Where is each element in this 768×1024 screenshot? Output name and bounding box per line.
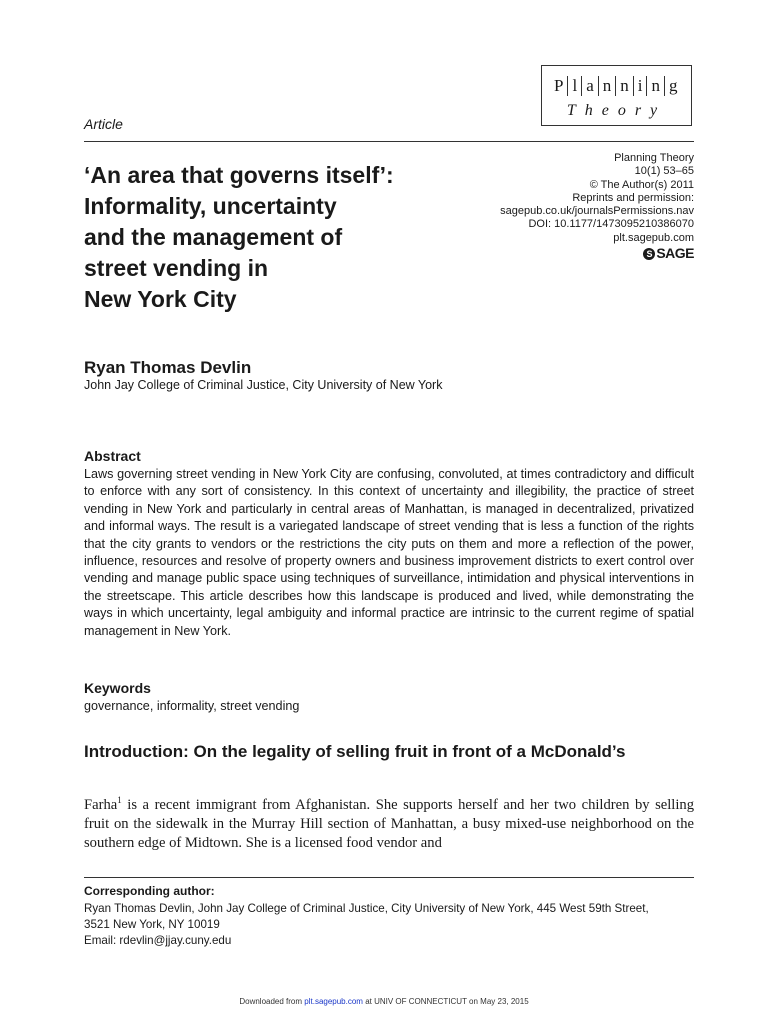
publisher-name: SAGE [656,245,694,262]
journal-logo [541,65,692,126]
article-title [84,160,484,315]
download-footer [0,997,768,1006]
abstract-text: Laws governing street vending in New York City are confusing, convoluted, at times contradictory and difficult to enforce with any sort of consistency. In this context of uncertainty and illegibility, the practice of street vending in New York and particularly in central areas of Manhattan, is managed in decentralized, privatized and informal ways. The result is a variegated landscape of street vending that is less a function of the rights that the city grants to vendors or the restrictions the city puts on them and more a reflection of the power, influence, resources and resolve of property owners and business improvement districts to exert control over vending and manage public space using techniques of surveillance, intimidation and physical interventions in the streetscape. This article describes how this landscape is produced and lived, while demonstrating the ways in which uncertainty, legal ambiguity and informal practice are intrinsic to the current regime of spatial management in New York. [84,467,694,638]
keywords-text: governance, informality, street vending [84,699,300,713]
corresponding-details [84,901,699,949]
corresponding-address-line: Ryan Thomas Devlin, John Jay College of Criminal Justice, City University of New York, 445 West 59th Street, [84,902,649,915]
logo-letter: n [616,76,634,96]
title-line: New York City [84,286,237,312]
copyright: © The Author(s) 2011 [589,178,694,191]
logo-letter: a [582,76,599,96]
logo-letter: g [668,76,678,95]
reprints-label: Reprints and permission: [572,191,694,204]
introduction-text [84,791,694,853]
title-line: and the management of [84,224,343,250]
footer-suffix: at UNIV OF CONNECTICUT on May 23, 2015 [362,997,529,1006]
journal-logo-subtitle: Theory [566,102,667,119]
intro-name: Farha [84,796,118,813]
corresponding-heading: Corresponding author: [84,884,215,898]
sage-mark-icon: S [643,248,655,260]
article-type: Article [84,116,123,132]
introduction-heading: Introduction: On the legality of selling fruit in front of a McDonald’s [84,742,626,761]
author-name: Ryan Thomas Devlin [84,358,252,377]
journal-site-link[interactable]: plt.sagepub.com [613,231,694,244]
corresponding-address-line: 3521 New York, NY 10019 [84,918,220,931]
logo-letter: P [550,76,568,96]
footer-link[interactable]: plt.sagepub.com [304,997,363,1006]
logo-letter: l [568,76,582,96]
permissions-link[interactable]: sagepub.co.uk/journalsPermissions.nav [500,205,694,218]
logo-letter: i [634,76,648,96]
journal-name: Planning Theory [614,152,694,164]
keywords-heading: Keywords [84,680,151,696]
abstract-heading: Abstract [84,448,141,464]
journal-logo-letters [550,76,681,96]
title-line: street vending in [84,255,269,281]
doi: DOI: 10.1177/1473095210386070 [528,218,694,231]
logo-letter: n [647,76,665,96]
footnote-divider [84,877,694,878]
title-line: Informality, uncertainty [84,193,337,219]
volume-pages: 10(1) 53–65 [634,165,694,178]
footer-prefix: Downloaded from [239,997,305,1006]
footnote-marker[interactable]: 1 [117,795,122,805]
author-affiliation: John Jay College of Criminal Justice, City University of New York [84,378,443,392]
title-line: ‘An area that governs itself’: [84,162,394,188]
sage-logo [470,247,694,260]
header-divider [84,141,694,142]
logo-letter: n [599,76,617,96]
publication-meta [470,152,694,260]
intro-body: is a recent immigrant from Afghanistan. She supports herself and her two children by selling fruit on the sidewalk in the Murray Hill section of Manhattan, a busy mixed-use neighborhood on the southern edge of Midtown. She is a licensed food vendor and [84,796,694,852]
corresponding-email[interactable]: Email: rdevlin@jjay.cuny.edu [84,934,232,947]
